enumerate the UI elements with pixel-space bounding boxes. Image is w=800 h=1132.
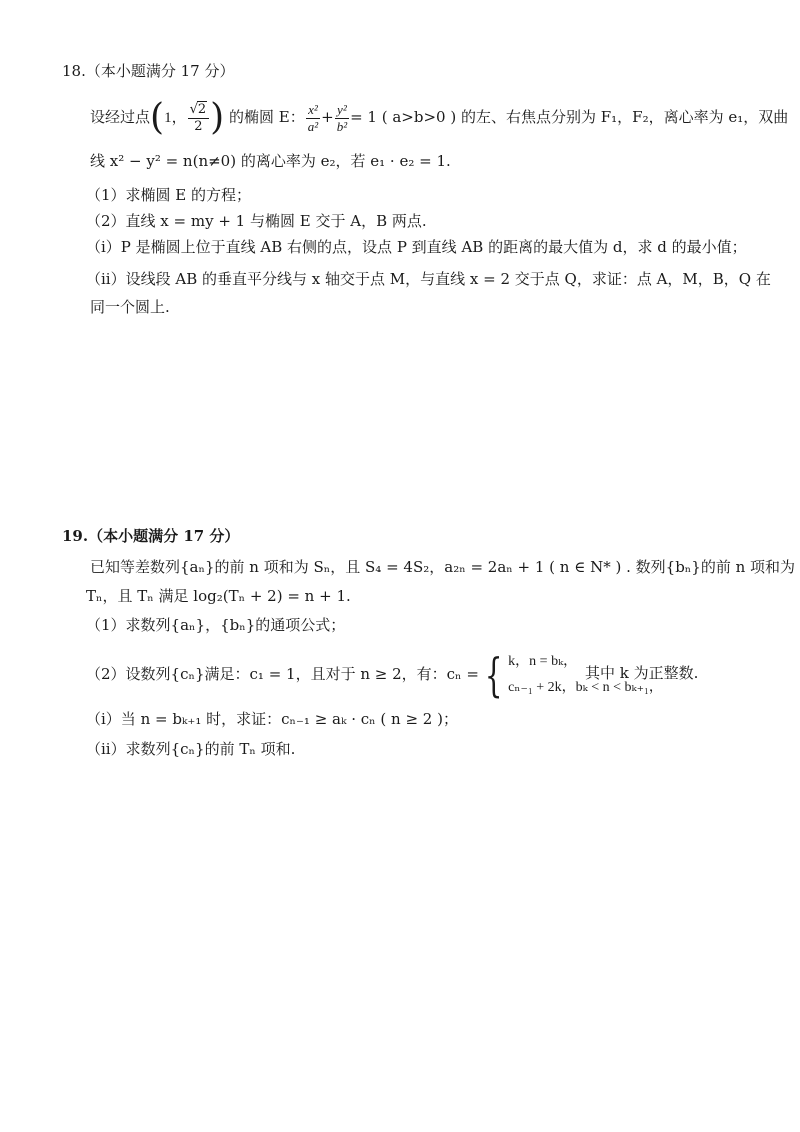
- frac-x-num: x²: [306, 102, 320, 119]
- q18-line1-b: 的椭圆 E：: [228, 108, 305, 126]
- q19-part2-i: （i）当 n = bₖ₊₁ 时，求证：cₙ₋₁ ≥ aₖ · cₙ ( n ≥ 2 )；: [86, 710, 458, 728]
- frac-x-den: a²: [307, 118, 319, 134]
- q19-part2: [86, 646, 663, 702]
- q18-part2: （2）直线 x = my + 1 与椭圆 E 交于 A，B 两点.: [86, 212, 427, 230]
- point-y-fraction: $\frac{√2}{2}$: [188, 101, 210, 135]
- q18-line1-c: = 1 ( a>b>0 ) 的左、右焦点分别为 F₁，F₂，离心率为 e₁，双曲: [350, 108, 789, 126]
- point-x: 1，: [164, 110, 187, 126]
- case-2: cₙ₋₁ + 2k，bₖ < n < bₖ₊₁，: [508, 680, 663, 695]
- q18-part2-ii: （ii）设线段 AB 的垂直平分线与 x 轴交于点 M，与直线 x = 2 交于点 Q，求证：点 A，M，B，Q 在: [86, 270, 771, 288]
- q19-line1: 已知等差数列{aₙ}的前 n 项和为 Sₙ，且 S₄ = 4S₂，a₂ₙ = 2aₙ + 1 ( n ∈ N* ) . 数列{bₙ}的前 n 项和为: [90, 558, 796, 576]
- frac-y-den: b²: [336, 118, 348, 134]
- paren-right: ): [210, 97, 225, 138]
- case-1: k，n = bₖ，: [508, 654, 578, 669]
- q18-part2-i: （i）P 是椭圆上位于直线 AB 右侧的点，设点 P 到直线 AB 的距离的最大值为 d，求 d 的最小值；: [86, 238, 747, 256]
- ellipse-frac-y: [335, 102, 349, 135]
- q19-line2: Tₙ，且 Tₙ 满足 log₂(Tₙ + 2) = n + 1.: [86, 587, 351, 605]
- q19-part2-ii: （ii）求数列{cₙ}的前 Tₙ 项和.: [86, 740, 296, 758]
- q18-line1-a: 设经过点: [90, 108, 151, 126]
- ellipse-frac-x: [306, 102, 320, 135]
- q19-part1: （1）求数列{aₙ}，{bₙ}的通项公式；: [86, 616, 346, 634]
- plus-sign: +: [321, 108, 334, 126]
- q19-title: 19.（本小题满分 17 分）: [62, 527, 240, 545]
- cases-brace: {: [484, 648, 503, 702]
- q18-line2: 线 x² − y² = n(n≠0) 的离心率为 e₂，若 e₁ · e₂ = 1.: [90, 152, 451, 170]
- q18-part1: （1）求椭圆 E 的方程；: [86, 186, 252, 204]
- q19-part2-a: （2）设数列{cₙ}满足：c₁ = 1，且对于 n ≥ 2，有：cₙ =: [86, 665, 479, 683]
- q18-title: 18.（本小题满分 17 分）: [62, 62, 235, 80]
- paren-left: (: [150, 97, 165, 138]
- point-y-den: 2: [194, 119, 203, 134]
- frac-y-num: y²: [335, 102, 349, 119]
- point-y-sqrt: 2: [197, 102, 207, 117]
- q18-part2-ii-cont: 同一个圆上.: [90, 298, 170, 316]
- q18-line1: [90, 95, 788, 139]
- q19-part2-b: 其中 k 为正整数.: [585, 664, 699, 682]
